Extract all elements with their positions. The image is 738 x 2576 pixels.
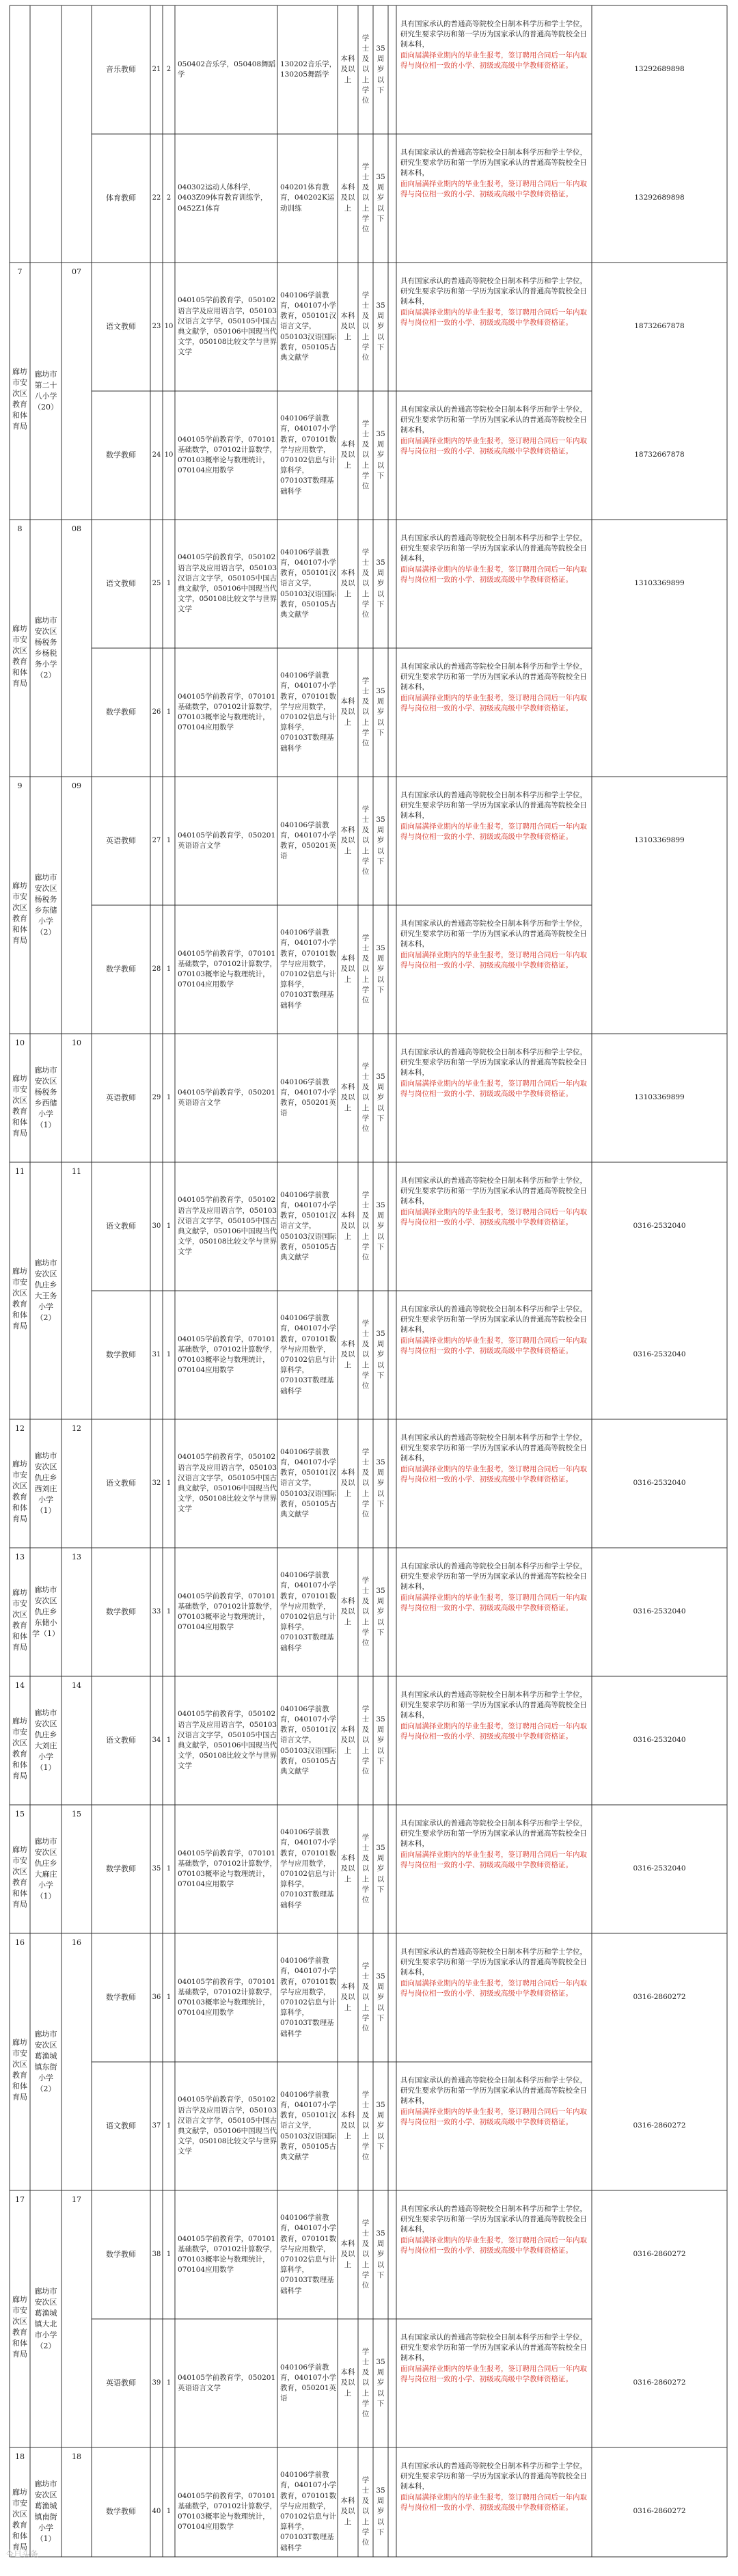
row-number: 14 (15, 1681, 25, 1691)
requirement-text: 具有国家承认的普通高等院校全日制本科学历和学士学位，研究生要求学历和第一学历为国家承认的普通高等院校全日制本科， (400, 1177, 587, 1206)
requirement-highlight: 面向届满择业期内的毕业生报考，签订聘用合同后一年内取得与岗位相一致的小学、初级或高级中学教师资格证。 (400, 822, 587, 841)
post-subject: 语文教师 (106, 322, 136, 332)
major-graduate: 040105学前教育学，070101基础数学，070102计算数学，070103概率论与数理统计，070104应用数学 (178, 2234, 277, 2275)
major-graduate: 040105学前教育学，050102语言学及应用语言学，050103汉语言文字学，050105中国古典文献学，050106中国现当代文学，050108比较文学与世界文学 (178, 1453, 277, 1514)
row-number: 12 (15, 1424, 25, 1434)
row-number: 11 (15, 1167, 25, 1177)
post-count: 2 (166, 65, 172, 73)
post-code: 32 (152, 1479, 161, 1487)
post-code: 36 (152, 1993, 161, 2001)
contact-phone: 18732667878 (634, 322, 685, 331)
post-count: 2 (166, 193, 172, 202)
age-requirement: 35周岁以下 (376, 1200, 385, 1251)
requirement-highlight: 面向届满择业期内的毕业生报考，签订聘用合同后一年内取得与岗位相一致的小学、初级或高级中学教师资格证。 (400, 308, 587, 327)
education-requirement: 本科及以上 (340, 312, 355, 341)
row-number: 17 (15, 2195, 25, 2205)
major-undergraduate: 040106学前教育，040107小学教育，050101汉语言文学，050103汉语国际教育，050105古典文献学 (280, 1704, 337, 1776)
other-requirement (396, 1047, 592, 1149)
other-requirement (396, 790, 592, 891)
department-name: 廊坊市安次区教育和体育局 (12, 881, 27, 945)
department-name: 廊坊市安次区教育和体育局 (12, 1588, 27, 1652)
requirement-highlight: 面向届满择业期内的毕业生报考，签订聘用合同后一年内取得与岗位相一致的小学、初级或高级中学教师资格证。 (400, 693, 587, 712)
major-undergraduate: 040106学前教育，040107小学教育，070101数学与应用数学，070102信息与计算科学，070103T数理基础科学 (280, 928, 337, 1010)
requirement-text: 具有国家承认的普通高等院校全日制本科学历和学士学位，研究生要求学历和第一学历为国家承认的普通高等院校全日制本科， (400, 148, 587, 178)
age-requirement: 35周岁以下 (376, 1586, 385, 1637)
post-code: 31 (152, 1350, 161, 1358)
education-requirement: 本科及以上 (340, 569, 355, 598)
major-undergraduate: 040106学前教育，040107小学教育，050201英语 (280, 2363, 337, 2403)
education-requirement: 本科及以上 (340, 2240, 355, 2269)
post-code: 34 (152, 1736, 161, 1744)
requirement-text: 具有国家承认的普通高等院校全日制本科学历和学士学位，研究生要求学历和第一学历为国家承认的普通高等院校全日制本科， (400, 20, 587, 49)
requirement-highlight: 面向届满择业期内的毕业生报考，签订聘用合同后一年内取得与岗位相一致的小学、初级或高级中学教师资格证。 (400, 1850, 587, 1869)
degree-requirement: 学士及以上学位 (361, 1319, 370, 1391)
contact-phone: 0316-2860272 (633, 2507, 686, 2516)
unit-name: 廊坊市安次区杨税务乡东储小学（2） (34, 873, 57, 937)
age-requirement: 35周岁以下 (376, 2229, 385, 2279)
row-number: 9 (17, 781, 23, 791)
degree-requirement: 学士及以上学位 (361, 1062, 370, 1133)
major-undergraduate: 040106学前教育，040107小学教育，050101汉语言文学，050103汉语国际教育，050105古典文献学 (280, 548, 337, 619)
requirement-text: 具有国家承认的普通高等院校全日制本科学历和学士学位，研究生要求学历和第一学历为国家承认的普通高等院校全日制本科， (400, 2333, 587, 2363)
age-requirement: 35周岁以下 (376, 1972, 385, 2022)
requirement-text: 具有国家承认的普通高等院校全日制本科学历和学士学位，研究生要求学历和第一学历为国家承认的普通高等院校全日制本科， (400, 1691, 587, 1720)
unit-code: 10 (72, 1038, 81, 1048)
contact-phone: 0316-2860272 (633, 1993, 686, 2002)
requirement-highlight: 面向届满择业期内的毕业生报考，签订聘用合同后一年内取得与岗位相一致的小学、初级或高级中学教师资格证。 (400, 1079, 587, 1098)
requirement-highlight: 面向届满择业期内的毕业生报考，签订聘用合同后一年内取得与岗位相一致的小学、初级或高级中学教师资格证。 (400, 2364, 587, 2383)
unit-name: 廊坊市安次区仇庄乡东储小学（1） (32, 1585, 59, 1638)
degree-requirement: 学士及以上学位 (361, 419, 370, 491)
degree-requirement: 学士及以上学位 (361, 548, 370, 619)
requirement-text: 具有国家承认的普通高等院校全日制本科学历和学士学位，研究生要求学历和第一学历为国家承认的普通高等院校全日制本科， (400, 1434, 587, 1463)
contact-phone: 13292689898 (634, 193, 685, 202)
other-requirement (396, 1690, 592, 1791)
requirement-highlight: 面向届满择业期内的毕业生报考，签订聘用合同后一年内取得与岗位相一致的小学、初级或高级中学教师资格证。 (400, 1336, 587, 1355)
post-subject: 数学教师 (106, 708, 136, 717)
post-subject: 体育教师 (106, 193, 136, 203)
education-requirement: 本科及以上 (340, 1983, 355, 2012)
unit-name: 廊坊市安次区仇庄乡大王务小学（2） (34, 1259, 57, 1322)
unit-code (62, 8, 92, 22)
other-requirement (396, 2204, 592, 2305)
major-undergraduate: 040106学前教育，040107小学教育，050101汉语言文学，050103汉语国际教育，050105古典文献学 (280, 1190, 337, 1262)
education-requirement: 本科及以上 (340, 2497, 355, 2526)
requirement-highlight: 面向届满择业期内的毕业生报考，签订聘用合同后一年内取得与岗位相一致的小学、初级或高级中学教师资格证。 (400, 1978, 587, 1998)
post-subject: 英语教师 (106, 1093, 136, 1103)
degree-requirement: 学士及以上学位 (361, 2218, 370, 2290)
unit-code: 07 (72, 267, 81, 277)
education-requirement: 本科及以上 (340, 1340, 355, 1369)
unit-name: 廊坊市安次区仇庄乡西刘庄小学（1） (34, 1451, 57, 1515)
requirement-text: 具有国家承认的普通高等院校全日制本科学历和学士学位，研究生要求学历和第一学历为国家承认的普通高等院校全日制本科， (400, 1562, 587, 1592)
age-requirement: 35周岁以下 (376, 815, 385, 866)
unit-code: 14 (72, 1681, 81, 1691)
post-count: 1 (166, 965, 172, 973)
other-requirement (396, 148, 592, 249)
major-graduate: 040105学前教育学，050102语言学及应用语言学，050103汉语言文字学，050105中国古典文献学，050106中国现当代文学，050108比较文学与世界文学 (178, 1710, 277, 1771)
other-requirement (396, 1947, 592, 2048)
post-count: 1 (166, 1093, 172, 1101)
education-requirement: 本科及以上 (340, 1083, 355, 1112)
contact-phone: 0316-2532040 (633, 1607, 686, 1616)
major-graduate: 050402音乐学，050408舞蹈学 (178, 59, 276, 79)
post-subject: 英语教师 (106, 2378, 136, 2388)
requirement-text: 具有国家承认的普通高等院校全日制本科学历和学士学位，研究生要求学历和第一学历为国家承认的普通高等院校全日制本科， (400, 277, 587, 306)
post-code: 27 (152, 836, 161, 844)
other-requirement (396, 1304, 592, 1406)
requirement-highlight: 面向届满择业期内的毕业生报考，签订聘用合同后一年内取得与岗位相一致的小学、初级或高级中学教师资格证。 (400, 2236, 587, 2255)
unit-code: 09 (72, 781, 81, 791)
major-undergraduate: 040106学前教育，040107小学教育，070101数学与应用数学，070102信息与计算科学，070103T数理基础科学 (280, 1957, 337, 2038)
education-requirement: 本科及以上 (340, 2111, 355, 2141)
unit-name: 廊坊市安次区杨税务乡西储小学（1） (34, 1066, 57, 1129)
major-undergraduate: 040106学前教育，040107小学教育，050201英语 (280, 1077, 337, 1118)
post-code: 25 (152, 579, 161, 587)
major-graduate: 040105学前教育学，070101基础数学，070102计算数学，070103概率论与数理统计，070104应用数学 (178, 2491, 277, 2532)
degree-requirement: 学士及以上学位 (361, 1447, 370, 1519)
post-code: 23 (152, 322, 161, 330)
major-undergraduate: 130202音乐学，130205舞蹈学 (280, 59, 337, 79)
post-count: 1 (166, 579, 172, 587)
post-count: 1 (166, 1350, 172, 1358)
unit-code: 08 (72, 524, 81, 534)
post-count: 1 (166, 1479, 172, 1487)
education-requirement: 本科及以上 (340, 1468, 355, 1498)
major-graduate: 040302运动人体科学，0403Z09体育教育训练学，0452Z1体育 (178, 183, 268, 213)
post-code: 22 (152, 193, 161, 202)
other-requirement (396, 2461, 592, 2562)
unit-name: 廊坊市安次区仇庄乡大刘庄小学（1） (34, 1708, 57, 1772)
major-graduate: 040105学前教育学，050102语言学及应用语言学，050103汉语言文字学，050105中国古典文献学，050106中国现当代文学，050108比较文学与世界文学 (178, 553, 277, 614)
major-undergraduate: 040106学前教育，040107小学教育，070101数学与应用数学，070102信息与计算科学，070103T数理基础科学 (280, 1571, 337, 1652)
department-name: 廊坊市安次区教育和体育局 (12, 1460, 27, 1523)
degree-requirement: 学士及以上学位 (361, 162, 370, 234)
post-count: 1 (166, 1993, 172, 2001)
major-graduate: 040105学前教育学，070101基础数学，070102计算数学，070103概率论与数理统计，070104应用数学 (178, 1592, 277, 1632)
major-undergraduate: 040106学前教育，040107小学教育，070101数学与应用数学，070102信息与计算科学，070103T数理基础科学 (280, 2471, 337, 2552)
education-requirement: 本科及以上 (340, 183, 355, 213)
other-requirement (396, 276, 592, 377)
major-graduate: 040105学前教育学，050102语言学及应用语言学，050103汉语言文字学，050105中国古典文献学，050106中国现当代文学，050108比较文学与世界文学 (178, 2095, 277, 2156)
major-undergraduate: 040106学前教育，040107小学教育，050101汉语言文学，050103汉语国际教育，050105古典文献学 (280, 1447, 337, 1519)
requirement-text: 具有国家承认的普通高等院校全日制本科学历和学士学位，研究生要求学历和第一学历为国家承认的普通高等院校全日制本科， (400, 2076, 587, 2106)
department-name: 廊坊市安次区教育和体育局 (12, 1717, 27, 1780)
other-requirement (396, 1433, 592, 1534)
post-count: 1 (166, 2507, 172, 2515)
other-requirement (396, 405, 592, 506)
age-requirement: 35周岁以下 (376, 301, 385, 351)
requirement-text: 具有国家承认的普通高等院校全日制本科学历和学士学位，研究生要求学历和第一学历为国家承认的普通高等院校全日制本科， (400, 1819, 587, 1849)
major-graduate: 040105学前教育学，070101基础数学，070102计算数学，070103概率论与数理统计，070104应用数学 (178, 692, 277, 732)
post-code: 40 (152, 2507, 161, 2515)
contact-phone: 0316-2532040 (633, 1736, 686, 1745)
row-number (10, 8, 30, 22)
major-graduate: 040105学前教育学，070101基础数学，070102计算数学，070103概率论与数理统计，070104应用数学 (178, 949, 277, 989)
post-code: 29 (152, 1093, 161, 1101)
age-requirement: 35周岁以下 (376, 686, 385, 737)
degree-requirement: 学士及以上学位 (361, 933, 370, 1005)
age-requirement: 35周岁以下 (376, 1843, 385, 1894)
requirement-text: 具有国家承认的普通高等院校全日制本科学历和学士学位，研究生要求学历和第一学历为国家承认的普通高等院校全日制本科， (400, 1305, 587, 1334)
contact-phone: 13103369899 (634, 1093, 685, 1102)
contact-phone: 18732667878 (634, 451, 685, 459)
department-name: 廊坊市安次区教育和体育局 (12, 2295, 27, 2359)
contact-phone: 0316-2860272 (633, 2121, 686, 2130)
post-code: 24 (152, 451, 161, 459)
education-requirement: 本科及以上 (340, 697, 355, 727)
requirement-highlight: 面向届满择业期内的毕业生报考，签订聘用合同后一年内取得与岗位相一致的小学、初级或高级中学教师资格证。 (400, 179, 587, 198)
other-requirement (396, 533, 592, 634)
age-requirement: 35周岁以下 (376, 558, 385, 608)
education-requirement: 本科及以上 (340, 440, 355, 470)
post-count: 10 (164, 322, 174, 330)
requirement-highlight: 面向届满择业期内的毕业生报考，签订聘用合同后一年内取得与岗位相一致的小学、初级或高级中学教师资格证。 (400, 51, 587, 70)
row-number: 13 (15, 1553, 25, 1562)
degree-requirement: 学士及以上学位 (361, 1833, 370, 1905)
degree-requirement: 学士及以上学位 (361, 1576, 370, 1648)
post-subject: 数学教师 (106, 451, 136, 460)
requirement-highlight: 面向届满择业期内的毕业生报考，签订聘用合同后一年内取得与岗位相一致的小学、初级或高级中学教师资格证。 (400, 436, 587, 455)
requirement-text: 具有国家承认的普通高等院校全日制本科学历和学士学位，研究生要求学历和第一学历为国家承认的普通高等院校全日制本科， (400, 534, 587, 563)
education-requirement: 本科及以上 (340, 55, 355, 84)
education-requirement: 本科及以上 (340, 1726, 355, 1755)
major-graduate: 040105学前教育学，050201英语语言文学 (178, 1088, 276, 1107)
post-subject: 数学教师 (106, 1993, 136, 2002)
age-requirement: 35周岁以下 (376, 44, 385, 94)
requirement-highlight: 面向届满择业期内的毕业生报考，签订聘用合同后一年内取得与岗位相一致的小学、初级或高级中学教师资格证。 (400, 1207, 587, 1226)
major-graduate: 040105学前教育学，050102语言学及应用语言学，050103汉语言文字学，050105中国古典文献学，050106中国现当代文学，050108比较文学与世界文学 (178, 1196, 277, 1257)
age-requirement: 35周岁以下 (376, 1458, 385, 1508)
row-number: 7 (17, 267, 23, 277)
degree-requirement: 学士及以上学位 (361, 291, 370, 362)
requirement-text: 具有国家承认的普通高等院校全日制本科学历和学士学位，研究生要求学历和第一学历为国家承认的普通高等院校全日制本科， (400, 405, 587, 435)
education-requirement: 本科及以上 (340, 826, 355, 855)
unit-name (30, 5, 62, 263)
major-undergraduate: 040106学前教育，040107小学教育，070101数学与应用数学，070102信息与计算科学，070103T数理基础科学 (280, 414, 337, 496)
education-requirement: 本科及以上 (340, 1211, 355, 1241)
row-number: 18 (15, 2452, 25, 2462)
post-subject: 数学教师 (106, 1864, 136, 1874)
post-subject: 语文教师 (106, 579, 136, 589)
post-count: 1 (166, 836, 172, 844)
other-requirement (396, 2333, 592, 2434)
major-graduate: 040105学前教育学，070101基础数学，070102计算数学，070103概率论与数理统计，070104应用数学 (178, 1849, 277, 1889)
post-subject: 数学教师 (106, 2507, 136, 2517)
row-number: 8 (17, 524, 23, 534)
major-undergraduate: 040106学前教育，040107小学教育，070101数学与应用数学，070102信息与计算科学，070103T数理基础科学 (280, 1828, 337, 1909)
degree-requirement: 学士及以上学位 (361, 2476, 370, 2547)
requirement-text: 具有国家承认的普通高等院校全日制本科学历和学士学位，研究生要求学历和第一学历为国家承认的普通高等院校全日制本科， (400, 791, 587, 820)
post-code: 28 (152, 965, 161, 973)
department-name: 廊坊市安次区教育和体育局 (12, 367, 27, 431)
requirement-text: 具有国家承认的普通高等院校全日制本科学历和学士学位，研究生要求学历和第一学历为国家承认的普通高等院校全日制本科， (400, 920, 587, 949)
department-name: 廊坊市安次区教育和体育局 (12, 2038, 27, 2102)
unit-code: 16 (72, 1938, 81, 1948)
post-count: 1 (166, 1222, 172, 1230)
post-count: 10 (164, 451, 174, 459)
age-requirement: 35周岁以下 (376, 172, 385, 223)
post-code: 38 (152, 2250, 161, 2258)
other-requirement (396, 1561, 592, 1663)
contact-phone: 0316-2532040 (633, 1864, 686, 1873)
other-requirement (396, 1819, 592, 1920)
requirement-text: 具有国家承认的普通高等院校全日制本科学历和学士学位，研究生要求学历和第一学历为国家承认的普通高等院校全日制本科， (400, 1948, 587, 1977)
age-requirement: 35周岁以下 (376, 1329, 385, 1380)
major-graduate: 040105学前教育学，070101基础数学，070102计算数学，070103概率论与数理统计，070104应用数学 (178, 435, 277, 475)
watermark: 今日头条 (5, 2549, 39, 2559)
post-count: 1 (166, 1864, 172, 1873)
contact-phone: 0316-2532040 (633, 1222, 686, 1231)
requirement-text: 具有国家承认的普通高等院校全日制本科学历和学士学位，研究生要求学历和第一学历为国家承认的普通高等院校全日制本科， (400, 1048, 587, 1077)
row-number: 16 (15, 1938, 25, 1948)
major-undergraduate: 040106学前教育，040107小学教育，070101数学与应用数学，070102信息与计算科学，070103T数理基础科学 (280, 2214, 337, 2295)
degree-requirement: 学士及以上学位 (361, 805, 370, 876)
degree-requirement: 学士及以上学位 (361, 1961, 370, 2033)
post-code: 37 (152, 2121, 161, 2130)
department-name: 廊坊市安次区教育和体育局 (12, 1267, 27, 1330)
post-subject: 数学教师 (106, 2250, 136, 2259)
row-number: 15 (15, 1810, 25, 1819)
age-requirement: 35周岁以下 (376, 943, 385, 994)
post-code: 39 (152, 2378, 161, 2387)
post-code: 35 (152, 1864, 161, 1873)
major-undergraduate: 040106学前教育，040107小学教育，050101汉语言文学，050103汉语国际教育，050105古典文献学 (280, 2090, 337, 2162)
contact-phone: 0316-2860272 (633, 2378, 686, 2387)
major-graduate: 040105学前教育学，050102语言学及应用语言学，050103汉语言文字学，050105中国古典文献学，050106中国现当代文学，050108比较文学与世界文学 (178, 296, 277, 357)
major-undergraduate: 040106学前教育，040107小学教育，050101汉语言文学，050103汉语国际教育，050105古典文献学 (280, 291, 337, 362)
requirement-highlight: 面向届满择业期内的毕业生报考，签订聘用合同后一年内取得与岗位相一致的小学、初级或高级中学教师资格证。 (400, 950, 587, 969)
requirement-text: 具有国家承认的普通高等院校全日制本科学历和学士学位，研究生要求学历和第一学历为国家承认的普通高等院校全日制本科， (400, 2462, 587, 2491)
major-graduate: 040105学前教育学，050201英语语言文学 (178, 2373, 276, 2392)
contact-phone: 13292689898 (634, 65, 685, 74)
post-subject: 数学教师 (106, 1350, 136, 1360)
post-count: 1 (166, 2378, 172, 2387)
unit-name: 廊坊市安次区葛渔城镇东街小学（2） (34, 2030, 57, 2093)
requirement-text: 具有国家承认的普通高等院校全日制本科学历和学士学位，研究生要求学历和第一学历为国家承认的普通高等院校全日制本科， (400, 662, 587, 692)
contact-phone: 13103369899 (634, 836, 685, 845)
major-graduate: 040105学前教育学，050201英语语言文学 (178, 831, 276, 850)
contact-phone: 0316-2532040 (633, 1350, 686, 1359)
age-requirement: 35周岁以下 (376, 1072, 385, 1123)
degree-requirement: 学士及以上学位 (361, 1704, 370, 1776)
unit-code: 13 (72, 1553, 81, 1562)
post-subject: 数学教师 (106, 965, 136, 974)
post-count: 1 (166, 1736, 172, 1744)
major-graduate: 040105学前教育学，070101基础数学，070102计算数学，070103概率论与数理统计，070104应用数学 (178, 1977, 277, 2017)
degree-requirement: 学士及以上学位 (361, 1190, 370, 1262)
unit-name: 廊坊市第二十八小学（20） (33, 370, 58, 412)
other-requirement (396, 19, 592, 120)
age-requirement: 35周岁以下 (376, 2486, 385, 2536)
unit-name: 廊坊市安次区葛渔城镇南街小学（1） (34, 2480, 57, 2543)
requirement-highlight: 面向届满择业期内的毕业生报考，签订聘用合同后一年内取得与岗位相一致的小学、初级或高级中学教师资格证。 (400, 1721, 587, 1741)
age-requirement: 35周岁以下 (376, 429, 385, 480)
requirement-highlight: 面向届满择业期内的毕业生报考，签订聘用合同后一年内取得与岗位相一致的小学、初级或高级中学教师资格证。 (400, 2107, 587, 2126)
post-subject: 语文教师 (106, 1479, 136, 1488)
education-requirement: 本科及以上 (340, 1597, 355, 1626)
post-code: 30 (152, 1222, 161, 1230)
department-name: 廊坊市安次区教育和体育局 (12, 1074, 27, 1138)
age-requirement: 35周岁以下 (376, 1715, 385, 1765)
degree-requirement: 学士及以上学位 (361, 676, 370, 748)
unit-code: 18 (72, 2452, 81, 2462)
post-subject: 语文教师 (106, 1222, 136, 1231)
requirement-highlight: 面向届满择业期内的毕业生报考，签订聘用合同后一年内取得与岗位相一致的小学、初级或高级中学教师资格证。 (400, 565, 587, 584)
post-code: 26 (152, 708, 161, 716)
major-graduate: 040105学前教育学，070101基础数学，070102计算数学，070103概率论与数理统计，070104应用数学 (178, 1334, 277, 1375)
degree-requirement: 学士及以上学位 (361, 2347, 370, 2419)
requirement-highlight: 面向届满择业期内的毕业生报考，签订聘用合同后一年内取得与岗位相一致的小学、初级或高级中学教师资格证。 (400, 1464, 587, 1484)
post-subject: 音乐教师 (106, 65, 136, 75)
department-name: 廊坊市安次区教育和体育局 (12, 2488, 27, 2551)
major-undergraduate: 040106学前教育，040107小学教育，050201英语 (280, 820, 337, 861)
other-requirement (396, 662, 592, 763)
contact-phone: 13103369899 (634, 579, 685, 588)
requirement-highlight: 面向届满择业期内的毕业生报考，签订聘用合同后一年内取得与岗位相一致的小学、初级或高级中学教师资格证。 (400, 1593, 587, 1612)
education-requirement: 本科及以上 (340, 1854, 355, 1883)
major-undergraduate: 040201体育教育，040202K运动训练 (280, 183, 335, 213)
unit-code: 17 (72, 2195, 81, 2205)
unit-code: 12 (72, 1424, 81, 1434)
department-name: 廊坊市安次区教育和体育局 (12, 1845, 27, 1909)
contact-phone: 0316-2532040 (633, 1479, 686, 1488)
row-number: 10 (15, 1038, 25, 1048)
education-requirement: 本科及以上 (340, 2368, 355, 2398)
age-requirement: 35周岁以下 (376, 2357, 385, 2408)
post-count: 1 (166, 2250, 172, 2258)
post-subject: 数学教师 (106, 1607, 136, 1617)
other-requirement (396, 919, 592, 1020)
unit-name: 廊坊市安次区杨税务乡杨税务小学（2） (34, 616, 57, 680)
unit-name: 廊坊市安次区仇庄乡大麻庄小学（1） (34, 1837, 57, 1901)
post-subject: 英语教师 (106, 836, 136, 846)
department-name: 廊坊市安次区教育和体育局 (12, 624, 27, 688)
age-requirement: 35周岁以下 (376, 2100, 385, 2151)
post-count: 1 (166, 708, 172, 716)
post-code: 21 (152, 65, 161, 73)
unit-code: 11 (72, 1167, 81, 1177)
post-count: 1 (166, 1607, 172, 1615)
post-code: 33 (152, 1607, 161, 1615)
major-undergraduate: 040106学前教育，040107小学教育，070101数学与应用数学，070102信息与计算科学，070103T数理基础科学 (280, 1314, 337, 1395)
post-subject: 语文教师 (106, 2121, 136, 2131)
contact-phone: 0316-2860272 (633, 2250, 686, 2259)
degree-requirement: 学士及以上学位 (361, 2090, 370, 2162)
other-requirement (396, 2076, 592, 2177)
major-undergraduate: 040106学前教育，040107小学教育，070101数学与应用数学，070102信息与计算科学，070103T数理基础科学 (280, 671, 337, 753)
unit-code: 15 (72, 1810, 81, 1819)
requirement-text: 具有国家承认的普通高等院校全日制本科学历和学士学位，研究生要求学历和第一学历为国家承认的普通高等院校全日制本科， (400, 2205, 587, 2234)
degree-requirement: 学士及以上学位 (361, 33, 370, 105)
unit-name: 廊坊市安次区葛渔城镇大北市小学（2） (34, 2287, 57, 2350)
education-requirement: 本科及以上 (340, 954, 355, 984)
post-count: 1 (166, 2121, 172, 2130)
other-requirement (396, 1176, 592, 1277)
requirement-highlight: 面向届满择业期内的毕业生报考，签订聘用合同后一年内取得与岗位相一致的小学、初级或高级中学教师资格证。 (400, 2493, 587, 2512)
post-subject: 语文教师 (106, 1736, 136, 1745)
